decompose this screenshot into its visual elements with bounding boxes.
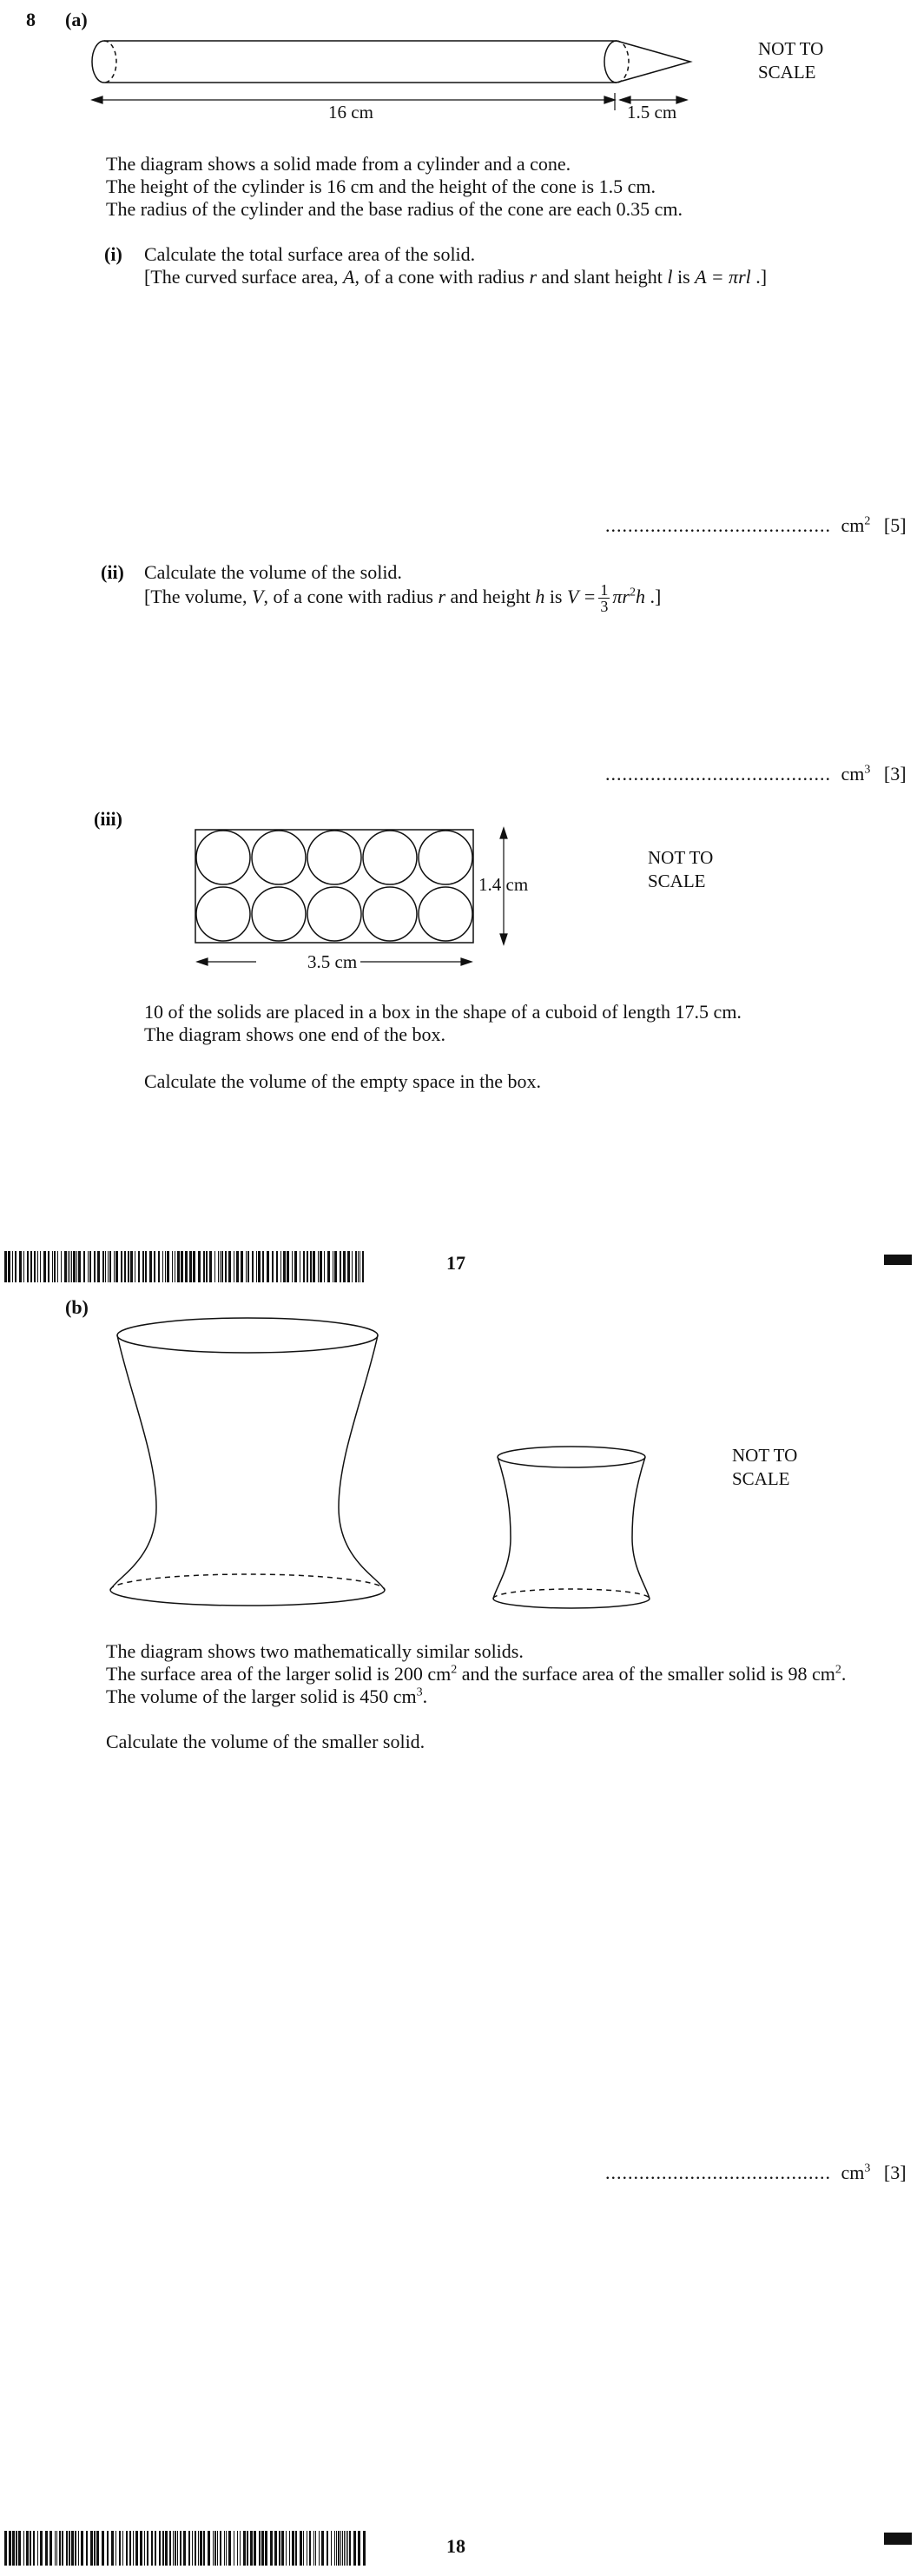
one-third-fraction: $\frac{1}{3}$ — [600, 581, 609, 616]
solid-circle — [196, 831, 250, 884]
part-b-line-1: The diagram shows two mathematically similar solids. — [106, 1640, 524, 1662]
part-ii-unit: $cm^3$ — [841, 763, 871, 785]
small-solid — [493, 1447, 650, 1608]
question-number: 8 — [26, 9, 36, 30]
solid-circle — [307, 887, 361, 941]
not-to-scale-a-line1: NOT TO — [758, 38, 824, 59]
cylinder-cone-diagram — [78, 30, 703, 135]
part-a-label: (a) — [65, 9, 88, 30]
similar-solids-diagram — [96, 1308, 686, 1620]
part-b-question: Calculate the volume of the smaller solid. — [106, 1731, 426, 1752]
part-ii-label: (ii) — [101, 561, 124, 583]
part-ii-answer-line[interactable]: ........................................ $cm^3$ [3] — [605, 763, 907, 785]
solid-circle — [196, 887, 250, 941]
description-line-2: The height of the cylinder is 16 cm and the height of the cone is 1.5 cm. — [106, 175, 656, 197]
part-ii-question: Calculate the volume of the solid. — [144, 561, 402, 583]
not-to-scale-a-line2: SCALE — [758, 62, 816, 83]
solid-circle — [363, 831, 417, 884]
box-height-label: 1.4 cm — [478, 874, 529, 895]
part-b-answer-line[interactable]: ........................................ $cm^3$ [3] — [605, 2162, 907, 2183]
part-iii-label: (iii) — [94, 808, 122, 830]
cone-shape — [617, 41, 690, 83]
registration-mark-17 — [884, 1255, 912, 1265]
page-number-17: 17 — [446, 1252, 465, 1274]
part-ii-marks: [3] — [883, 763, 907, 785]
part-b-line-3: The volume of the larger solid is 450 $cm^3$. — [106, 1685, 428, 1707]
box-width-label: 3.5 cm — [307, 951, 358, 972]
page-number-18: 18 — [446, 2535, 465, 2557]
box-rectangle — [195, 830, 473, 943]
large-solid — [110, 1318, 385, 1606]
part-ii-hint: [The volume, V, of a cone with radius r and height h is V = $\frac{1}{3}$ $\pi r^2h$ .] — [144, 581, 662, 616]
solid-circle — [252, 831, 306, 884]
cylinder-shape — [92, 41, 629, 83]
not-to-scale-iii-line2: SCALE — [648, 871, 706, 891]
not-to-scale-iii-line1: NOT TO — [648, 847, 714, 868]
part-iii-question: Calculate the volume of the empty space in the box. — [144, 1070, 541, 1092]
part-b-unit: $cm^3$ — [841, 2162, 871, 2183]
part-i-unit: $cm^2$ — [841, 514, 871, 536]
part-b-label: (b) — [65, 1296, 89, 1318]
registration-mark-18 — [884, 2533, 912, 2545]
not-to-scale-b-line2: SCALE — [732, 1468, 790, 1489]
description-line-1: The diagram shows a solid made from a cylinder and a cone. — [106, 153, 571, 175]
cone-length-label: 1.5 cm — [627, 102, 677, 123]
box-end-diagram — [187, 821, 551, 973]
dimension-arrows — [92, 93, 687, 110]
not-to-scale-b-line1: NOT TO — [732, 1445, 798, 1466]
part-i-hint: [The curved surface area, A, of a cone with radius r and slant height l is A = πrl .] — [144, 266, 768, 288]
solid-circle — [419, 831, 472, 884]
solid-circle — [363, 887, 417, 941]
description-line-3: The radius of the cylinder and the base radius of the cone are each 0.35 cm. — [106, 198, 683, 220]
part-i-label: (i) — [104, 243, 122, 265]
solid-circle — [307, 831, 361, 884]
barcode-page-18 — [4, 2531, 369, 2566]
part-i-answer-line[interactable]: ........................................ $cm^2$ [5] — [605, 514, 907, 536]
cylinder-length-label: 16 cm — [328, 102, 373, 123]
part-b-line-2: The surface area of the larger solid is 200 $cm^2$ and the surface area of the smaller solid is 98 $cm^2$. — [106, 1663, 847, 1685]
part-iii-text-1: 10 of the solids are placed in a box in the shape of a cuboid of length 17.5 cm. — [144, 1001, 742, 1023]
part-i-marks: [5] — [883, 514, 907, 536]
part-b-marks: [3] — [883, 2162, 907, 2183]
barcode-page-17 — [4, 1251, 369, 1282]
solid-circle — [419, 887, 472, 941]
part-i-question: Calculate the total surface area of the solid. — [144, 243, 476, 265]
part-iii-text-2: The diagram shows one end of the box. — [144, 1023, 446, 1045]
solid-circles — [196, 831, 472, 941]
solid-circle — [252, 887, 306, 941]
